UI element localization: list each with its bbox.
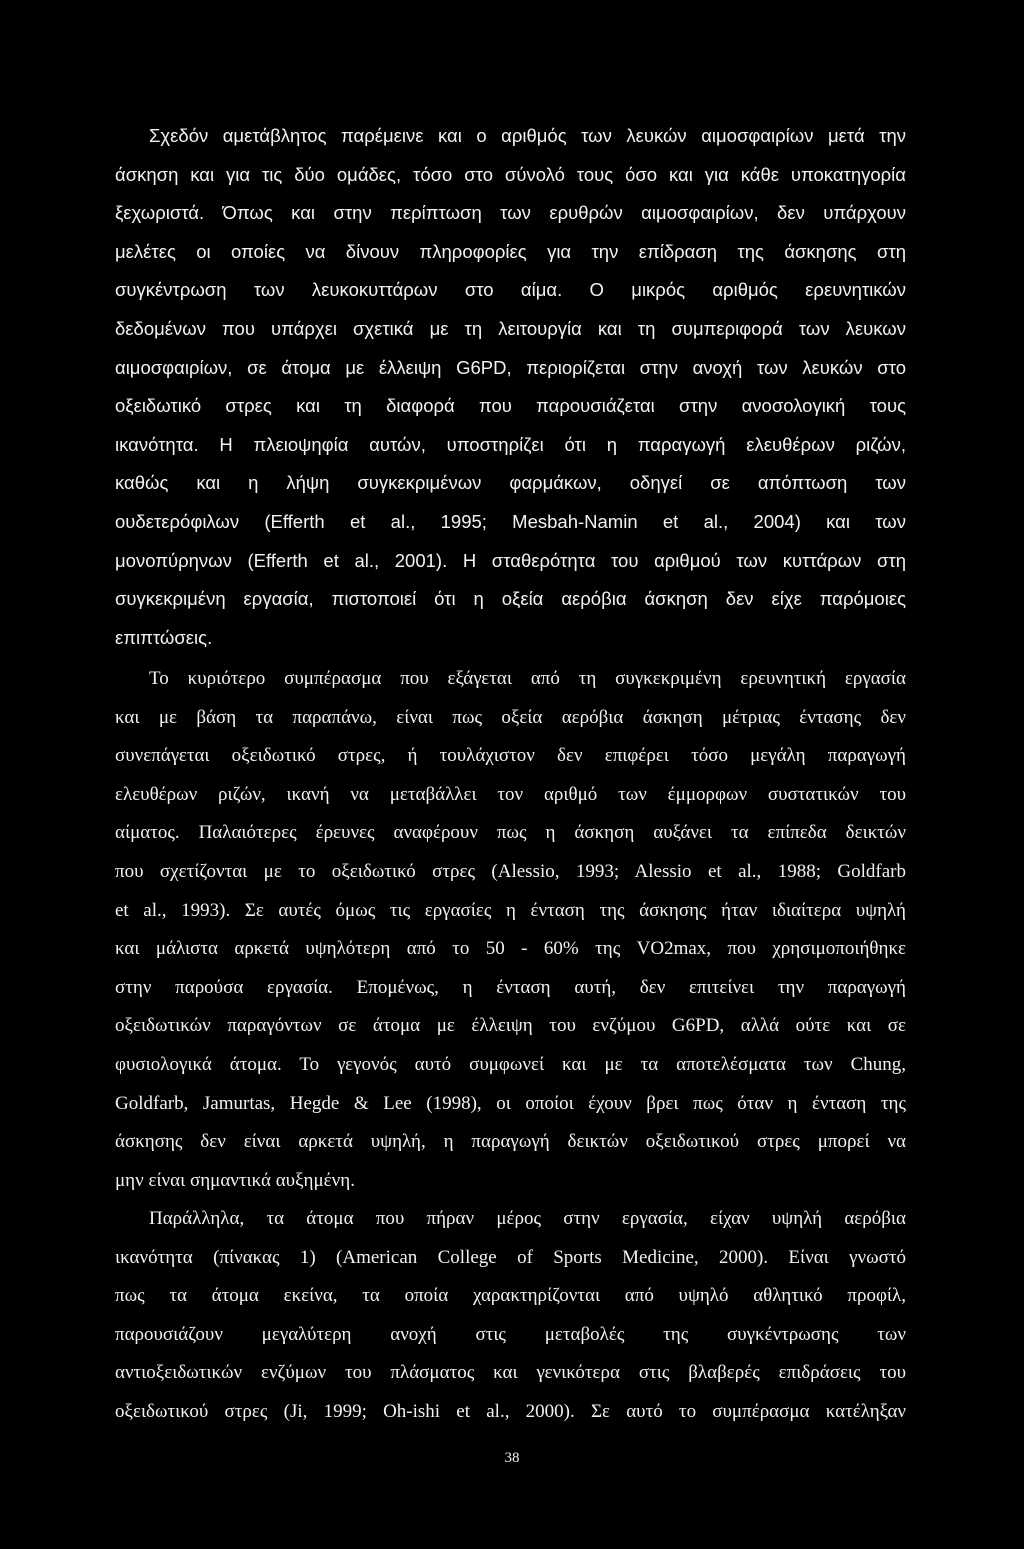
text-line: και με βάση τα παραπάνω, είναι πως οξεία αερόβια άσκηση μέτριας έντασης δεν	[115, 706, 906, 728]
text-line: άσκησης δεν είναι αρκετά υψηλή, η παραγωγή δεικτών οξειδωτικού στρες μπορεί να	[115, 1131, 906, 1153]
text-line: συγκεκριμένη εργασία, πιστοποιεί ότι η οξεία αερόβια άσκηση δεν είχε παρόμοιες	[115, 588, 906, 610]
text-line: Goldfarb, Jamurtas, Hegde & Lee (1998), οι οποίοι έχουν βρει πως όταν η ένταση της	[115, 1092, 906, 1114]
text-line: μην είναι σημαντικά αυξημένη.	[115, 1169, 355, 1191]
text-line: που σχετίζονται με το οξειδωτικό στρες (Alessio, 1993; Alessio et al., 1988; Goldfarb	[115, 860, 906, 882]
text-line: Το κυριότερο συμπέρασμα που εξάγεται από τη συγκεκριμένη ερευνητική εργασία	[149, 668, 906, 689]
text-line: αντιοξειδωτικών ενζύμων του πλάσματος και γενικότερα στις βλαβερές επιδράσεις του	[115, 1362, 906, 1384]
paragraph-aerobic-capacity	[115, 1200, 906, 1432]
paragraph-white-blood-cells	[115, 117, 906, 657]
text-line: φυσιολογικά άτομα. Το γεγονός αυτό συμφωνεί και με τα αποτελέσματα των Chung,	[115, 1053, 906, 1075]
text-line: et al., 1993). Σε αυτές όμως τις εργασίες η ένταση της άσκησης ήταν ιδιαίτερα υψηλή	[115, 899, 906, 921]
text-line: μελέτες οι οποίες να δίνουν πληροφορίες για την επίδραση της άσκησης στη	[115, 240, 906, 262]
text-line: και μάλιστα αρκετά υψηλότερη από το 50 - 60% της VO2max, που χρησιμοποιήθηκε	[115, 938, 906, 960]
text-line: στην παρούσα εργασία. Επομένως, η ένταση αυτή, δεν επιτείνει την παραγωγή	[115, 976, 906, 998]
text-line: πως τα άτομα εκείνα, τα οποία χαρακτηρίζονται από υψηλό αθλητικό προφίλ,	[115, 1285, 906, 1307]
text-line: επιπτώσεις.	[115, 626, 213, 648]
text-line: ικανότητα. Η πλειοψηφία αυτών, υποστηρίζει ότι η παραγωγή ελευθέρων ριζών,	[115, 433, 906, 455]
text-line: δεδομένων που υπάρχει σχετικά με τη λειτουργία και τη συμπεριφορά των λευκων	[115, 317, 906, 339]
paragraph-main-conclusion	[115, 660, 906, 1200]
text-line: άσκηση και για τις δύο ομάδες, τόσο στο σύνολό τους όσο και για κάθε υποκατηγορία	[115, 163, 906, 185]
text-line: ικανότητα (πίνακας 1) (American College of Sports Medicine, 2000). Είναι γνωστό	[115, 1246, 906, 1268]
text-line: καθώς και η λήψη συγκεκριμένων φαρμάκων, οδηγεί σε απόπτωση των	[115, 472, 906, 494]
text-line: Σχεδόν αμετάβλητος παρέμεινε και ο αριθμός των λευκών αιμοσφαιρίων μετά την	[149, 125, 906, 146]
text-line: παρουσιάζουν μεγαλύτερη ανοχή στις μεταβολές της συγκέντρωσης των	[115, 1323, 906, 1345]
text-line: συγκέντρωση των λευκοκυττάρων στο αίμα. Ο μικρός αριθμός ερευνητικών	[115, 279, 906, 301]
text-line: αίματος. Παλαιότερες έρευνες αναφέρουν πως η άσκηση αυξάνει τα επίπεδα δεικτών	[115, 822, 906, 844]
text-line: ελευθέρων ριζών, ικανή να μεταβάλλει τον αριθμό των έμμορφων συστατικών του	[115, 783, 906, 805]
text-line: συνεπάγεται οξειδωτικό στρες, ή τουλάχιστον δεν επιφέρει τόσο μεγάλη παραγωγή	[115, 745, 906, 767]
text-line: Παράλληλα, τα άτομα που πήραν μέρος στην εργασία, είχαν υψηλή αερόβια	[149, 1208, 906, 1229]
page-number: 38	[504, 1450, 520, 1466]
text-line: ουδετερόφιλων (Efferth et al., 1995; Mesbah-Namin et al., 2004) και των	[115, 510, 906, 532]
text-line: οξειδωτικό στρες και τη διαφορά που παρουσιάζεται στην ανοσολογική τους	[115, 395, 906, 417]
text-line: οξειδωτικών παραγόντων σε άτομα με έλλειψη του ενζύμου G6PD, αλλά ούτε και σε	[115, 1015, 906, 1037]
text-line: αιμοσφαιρίων, σε άτομα με έλλειψη G6PD, περιορίζεται στην ανοχή των λευκών στο	[115, 356, 906, 378]
text-line: οξειδωτικού στρες (Ji, 1999; Oh-ishi et al., 2000). Σε αυτό το συμπέρασμα κατέληξαν	[115, 1400, 906, 1422]
text-line: μονοπύρηνων (Efferth et al., 2001). Η σταθερότητα του αριθμού των κυττάρων στη	[115, 549, 906, 571]
text-line: ξεχωριστά. Όπως και στην περίπτωση των ερυθρών αιμοσφαιρίων, δεν υπάρχουν	[115, 202, 906, 224]
